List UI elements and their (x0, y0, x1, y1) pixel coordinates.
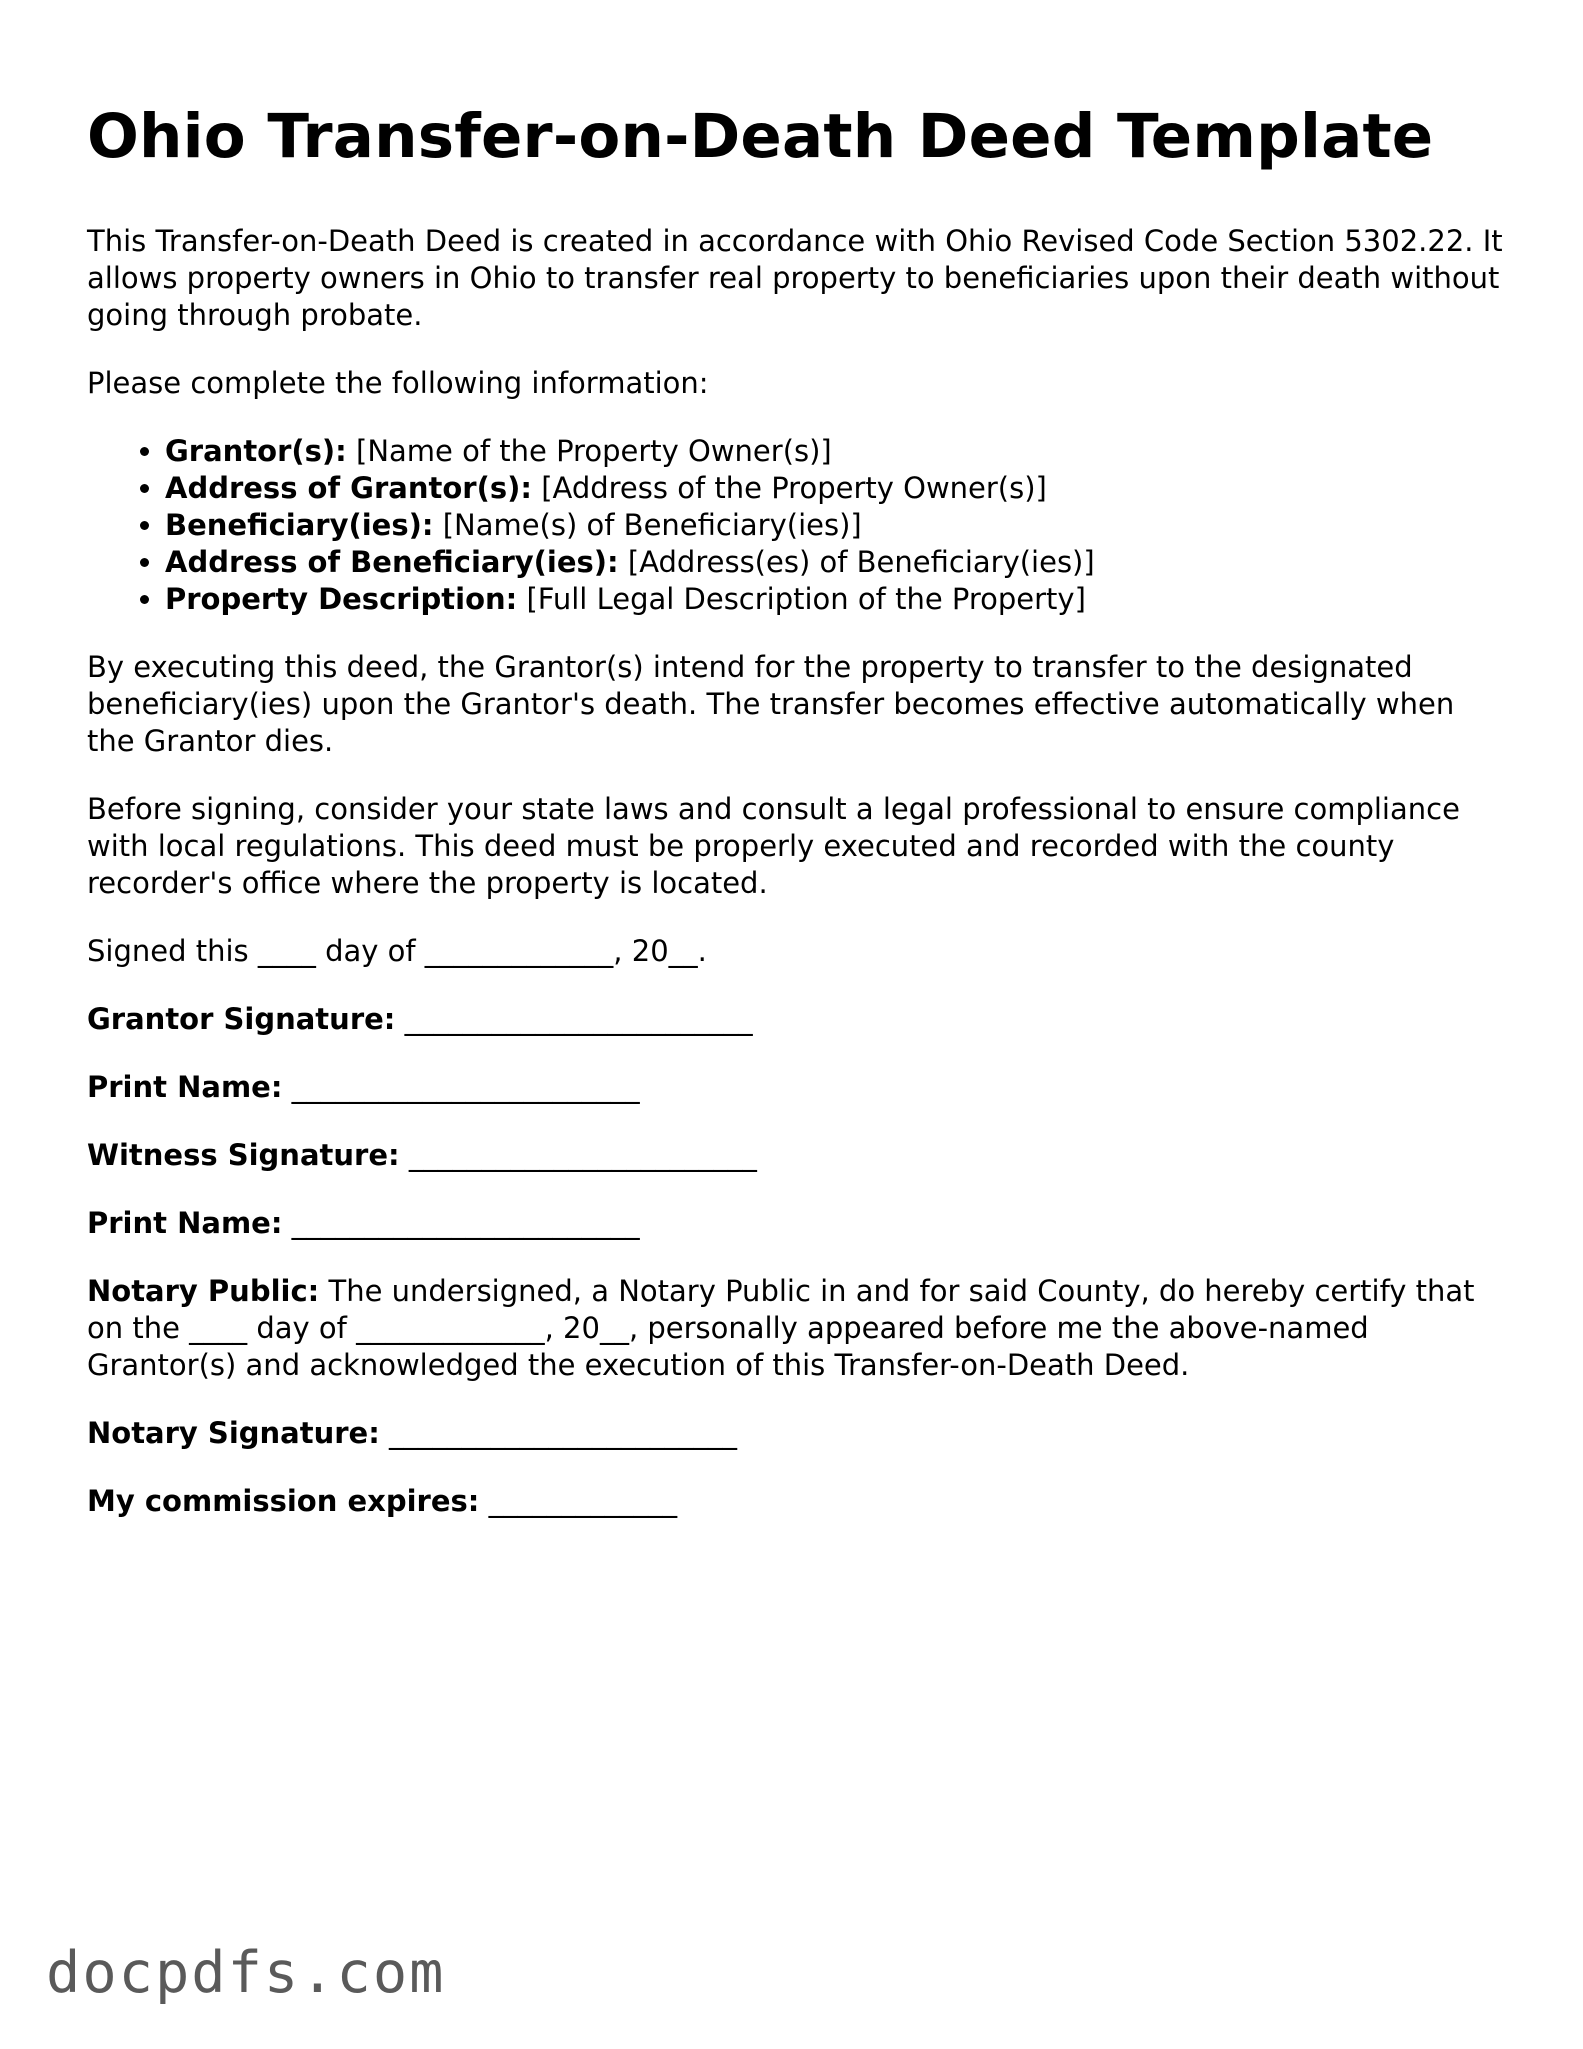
advice-paragraph: Before signing, consider your state laws and consult a legal professional to ensure compliance with local regulations. This deed must be properly executed and recorded with the county recorder's office where the property is located. (87, 792, 1460, 901)
signed-date-line: Signed this ____ day of _____________, 20__. (87, 934, 707, 969)
document-page (87, 100, 1507, 1551)
intro-paragraph: This Transfer-on-Death Deed is created in accordance with Ohio Revised Code Section 5302.22. It allows property owners in Ohio to transfer real property to beneficiaries upon their death without going through probate. (87, 224, 1503, 333)
field-value: [Full Legal Description of the Property] (526, 582, 1086, 617)
witness-signature-label: Witness Signature: (87, 1138, 400, 1173)
field-value: [Name(s) of Beneficiary(ies)] (442, 508, 862, 543)
watermark: docpdfs.com (46, 1940, 446, 2006)
witness-signature-blank: ________________________ (408, 1138, 757, 1173)
field-label: Address of Beneficiary(ies): (165, 545, 619, 580)
notary-label: Notary Public: (87, 1274, 320, 1309)
grantor-print-name-label: Print Name: (87, 1070, 283, 1105)
notary-signature-label: Notary Signature: (87, 1416, 380, 1451)
list-item-grantor-address (165, 470, 1507, 507)
witness-signature-line (87, 1137, 1507, 1174)
witness-print-name-line (87, 1205, 1507, 1242)
list-item-beneficiary (165, 507, 1507, 544)
witness-print-name-blank: ________________________ (291, 1206, 640, 1241)
list-item-property-description (165, 581, 1507, 618)
notary-signature-blank: ________________________ (389, 1416, 738, 1451)
information-list (87, 433, 1507, 618)
commission-expires-blank: _____________ (488, 1484, 678, 1519)
field-label: Property Description: (165, 582, 518, 617)
grantor-print-name-blank: ________________________ (291, 1070, 640, 1105)
commission-expires-line (87, 1483, 1507, 1520)
field-label: Beneficiary(ies): (165, 508, 434, 543)
notary-paragraph (87, 1273, 1507, 1384)
field-value: [Address of the Property Owner(s)] (541, 471, 1047, 506)
notary-signature-line (87, 1415, 1507, 1452)
list-item-beneficiary-address (165, 544, 1507, 581)
witness-print-name-label: Print Name: (87, 1206, 283, 1241)
instructions-prompt: Please complete the following information: (87, 366, 709, 401)
grantor-signature-blank: ________________________ (404, 1002, 753, 1037)
grantor-signature-line (87, 1001, 1507, 1038)
page-title: Ohio Transfer-on-Death Deed Template (87, 101, 1434, 172)
field-label: Grantor(s): (165, 434, 347, 469)
notary-text: The undersigned, a Notary Public in and for said County, do hereby certify that on the ____ day of _____________, 20__, personally appeared before me the above-named Grantor(s) and acknowledged the execution of this Transfer-on-Death Deed. (87, 1274, 1475, 1383)
grantor-signature-label: Grantor Signature: (87, 1002, 396, 1037)
field-value: [Name of the Property Owner(s)] (356, 434, 832, 469)
field-value: [Address(es) of Beneficiary(ies)] (627, 545, 1095, 580)
intent-paragraph: By executing this deed, the Grantor(s) intend for the property to transfer to the designated beneficiary(ies) upon the Grantor's death. The transfer becomes effective automatically when the Grantor dies. (87, 650, 1455, 759)
grantor-print-name-line (87, 1069, 1507, 1106)
list-item-grantor (165, 433, 1507, 470)
field-label: Address of Grantor(s): (165, 471, 532, 506)
commission-expires-label: My commission expires: (87, 1484, 480, 1519)
